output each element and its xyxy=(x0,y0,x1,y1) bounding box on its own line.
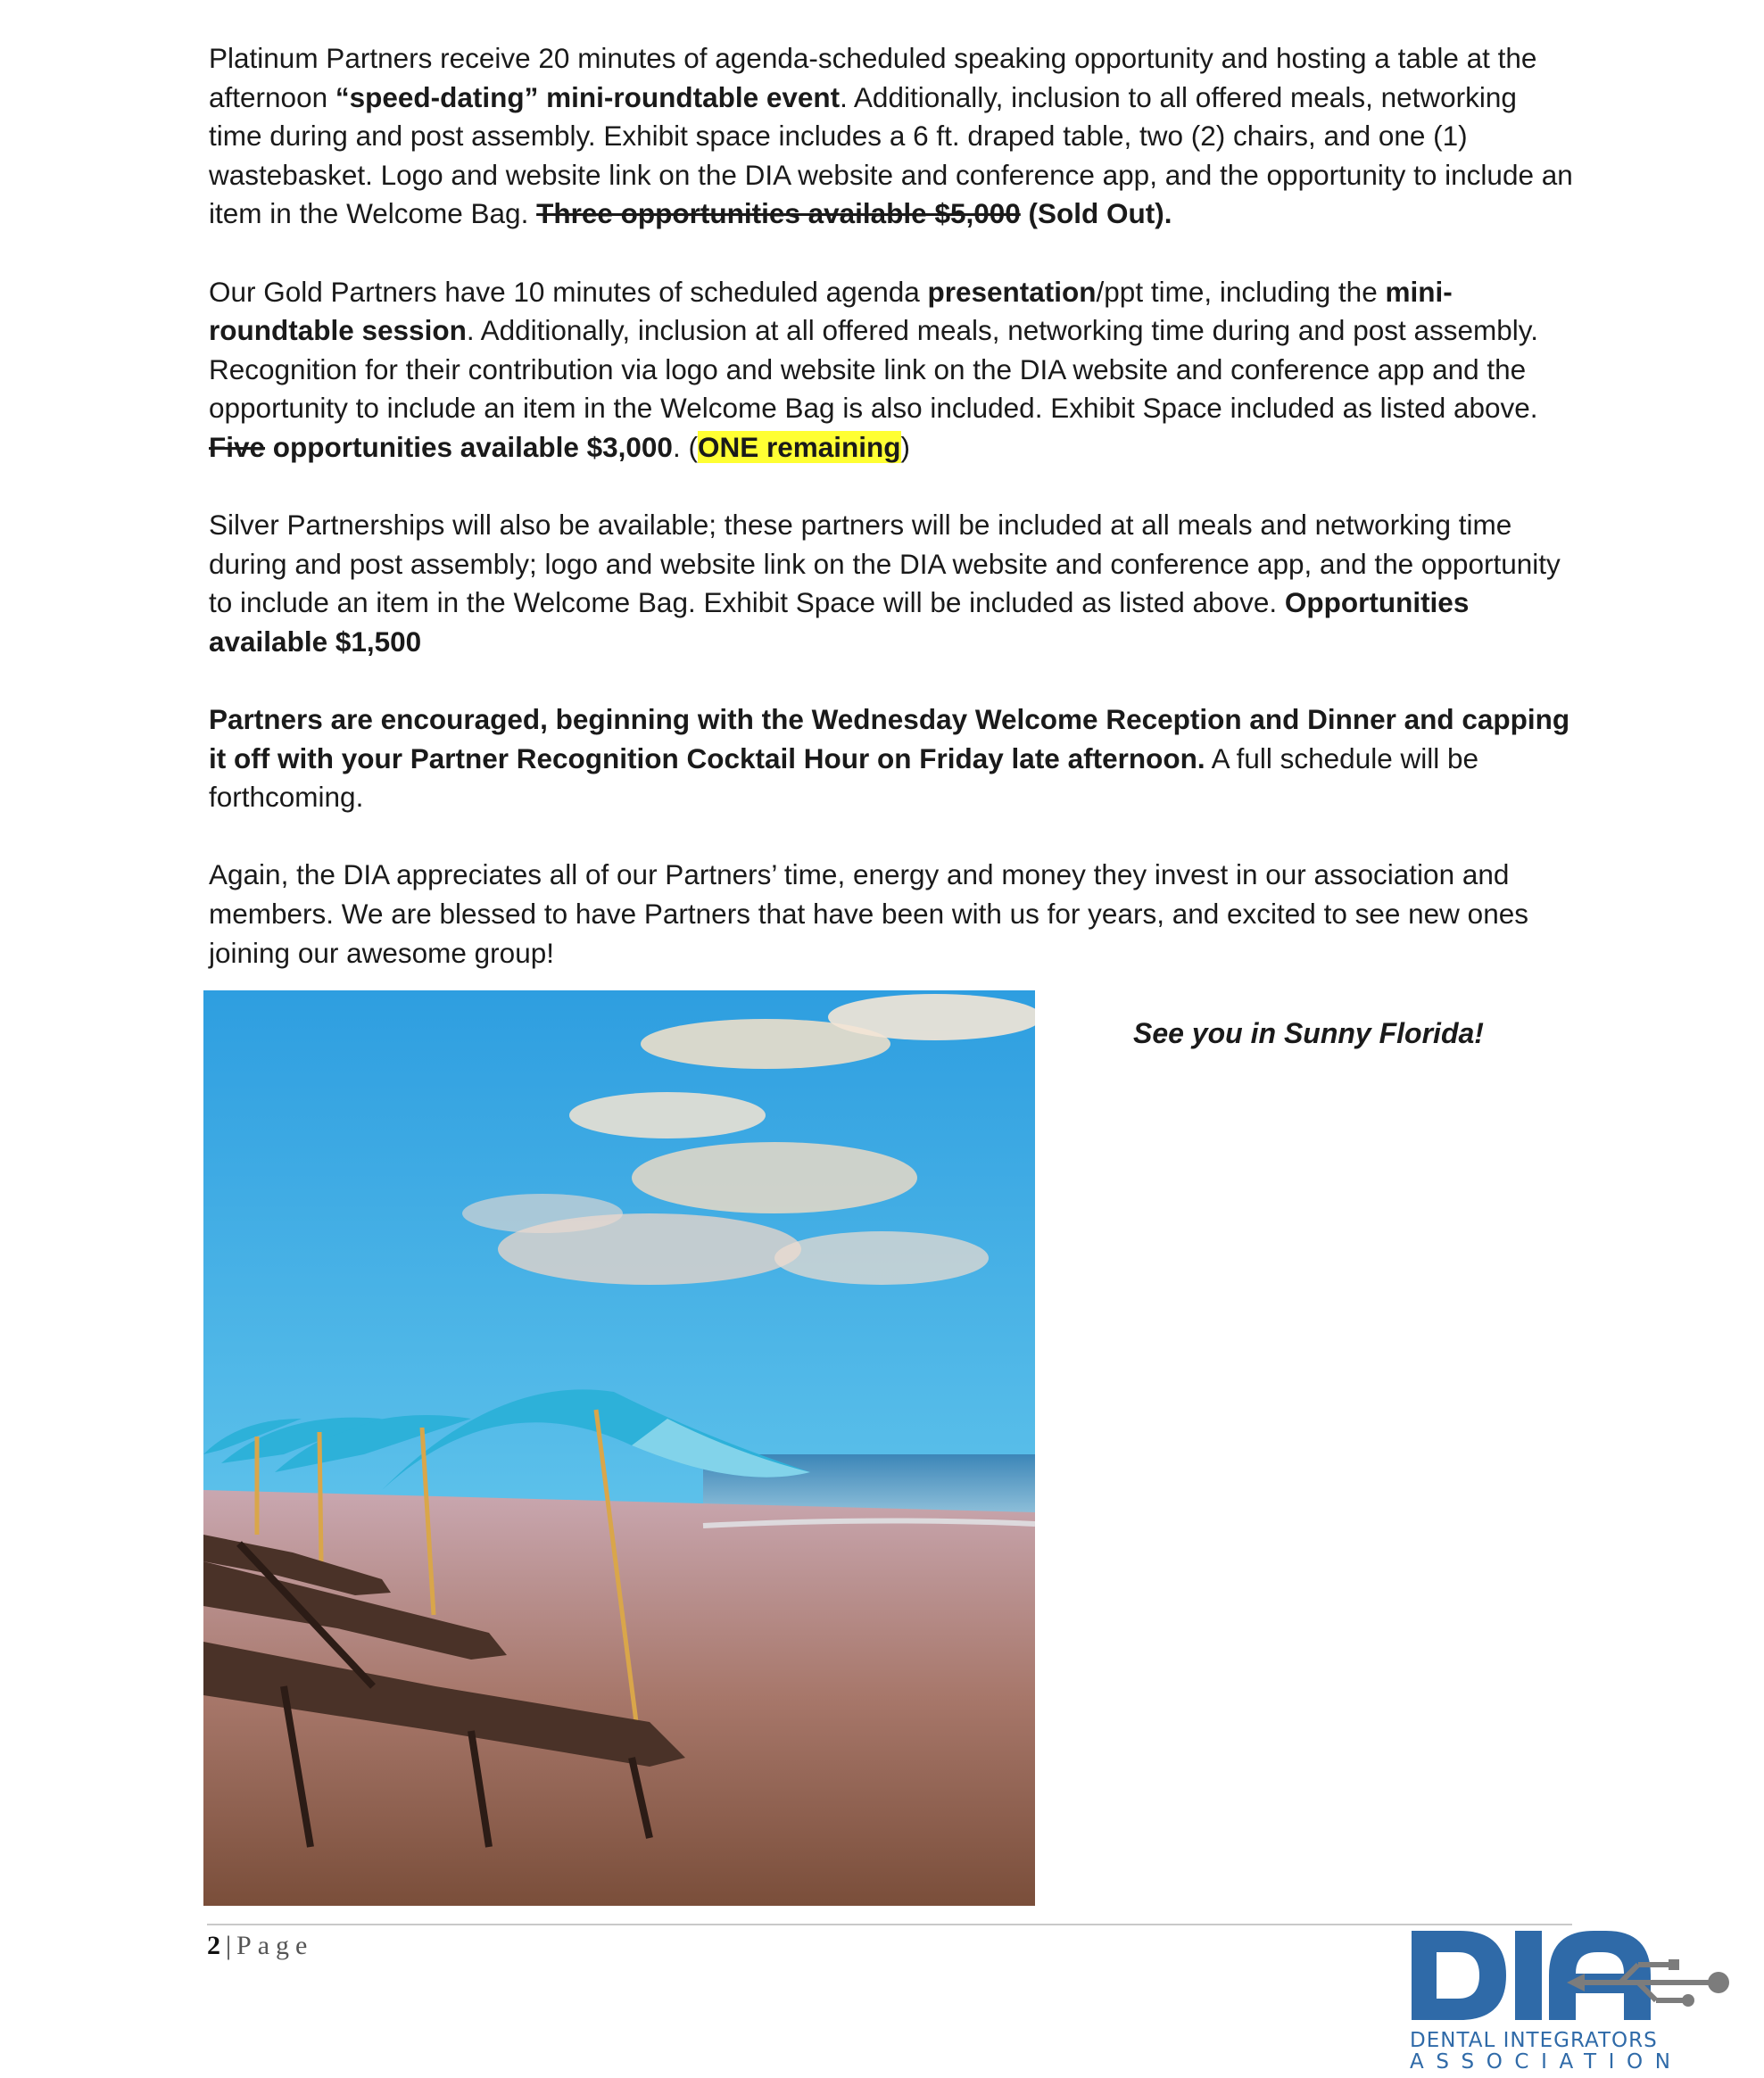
encouraged-paragraph xyxy=(209,700,1574,817)
encouraged-text: A full schedule will be forthcoming. xyxy=(209,741,1479,814)
beach-umbrellas-photo xyxy=(203,990,1035,1906)
gold-paren-open: . ( xyxy=(672,430,698,463)
document-body xyxy=(209,39,1574,1012)
platinum-text: Platinum Partners receive 20 minutes of agenda-scheduled speaking opportunity and hosting a table at the afternoon xyxy=(209,42,1537,113)
gold-text-ppt: /ppt time, including the xyxy=(1096,275,1386,308)
platinum-paragraph xyxy=(209,39,1574,234)
silver-offer-bold: Opportunities available $1,500 xyxy=(209,586,1470,658)
silver-paragraph xyxy=(209,506,1574,661)
dia-logo-mark xyxy=(1410,1924,1731,2029)
platinum-text-cont: . Additionally, inclusion to all offered meals, networking time during and post assembly. Exhibit space includes a 6 ft. draped table, two (2) chairs, and one (1) wastebasket. Logo and website link on the DIA website and conference app, and the opportunity to include an item in the Welcome Bag. xyxy=(209,80,1573,230)
page-number xyxy=(207,1931,313,1961)
gold-text: Our Gold Partners have 10 minutes of scheduled agenda xyxy=(209,275,928,308)
platinum-event-bold: “speed-dating” mini-roundtable event xyxy=(335,80,841,113)
page-number-separator: | xyxy=(226,1931,232,1960)
gold-remaining-highlight: ONE remaining xyxy=(697,430,901,463)
logo-line-dental-integrators: DENTAL INTEGRATORS xyxy=(1410,2029,1658,2052)
gold-offer-bold: opportunities available $3,000 xyxy=(265,430,673,463)
gold-session-bold: mini-roundtable session xyxy=(209,275,1453,347)
thanks-paragraph: Again, the DIA appreciates all of our Partners’ time, energy and money they invest in our association and members. We are blessed to have Partners that have been with us for years, and excited to see new ones joining our awesome group! xyxy=(209,858,1528,969)
platinum-sold-out: (Sold Out). xyxy=(1020,197,1172,230)
gold-struck-count: Five xyxy=(209,430,266,463)
page-word: Page xyxy=(236,1931,314,1960)
logo-line-association: ASSOCIATION xyxy=(1410,2050,1683,2074)
gold-presentation-bold: presentation xyxy=(927,275,1097,308)
platinum-struck-offer: Three opportunities available $5,000 xyxy=(536,197,1021,230)
encouraged-bold: Partners are encouraged, beginning with the Wednesday Welcome Reception and Dinner and capping it off with your Partner Recognition Cocktail Hour on Friday late afternoon. xyxy=(209,703,1570,774)
page-number-value: 2 xyxy=(207,1931,220,1960)
footer-rule xyxy=(207,1924,1572,1925)
dia-logo xyxy=(1410,1924,1731,2075)
gold-text-cont: . Additionally, inclusion at all offered meals, networking time during and post assembly. Recognition for their contribution via logo and website link on the DIA website and conference app and the opportunity to include an item in the Welcome Bag is also included. Exhibit Space included as listed above. xyxy=(209,314,1538,425)
gold-paragraph xyxy=(209,273,1574,468)
sign-off: See you in Sunny Florida! xyxy=(1133,1017,1484,1049)
gold-paren-close: ) xyxy=(900,430,910,463)
beach-illustration xyxy=(203,990,1035,1906)
silver-text: Silver Partnerships will also be available; these partners will be included at all meals and networking time during and post assembly; logo and website link on the DIA website and conference app, and the opportunity to include an item in the Welcome Bag. Exhibit Space will be included as listed above. xyxy=(209,509,1561,619)
